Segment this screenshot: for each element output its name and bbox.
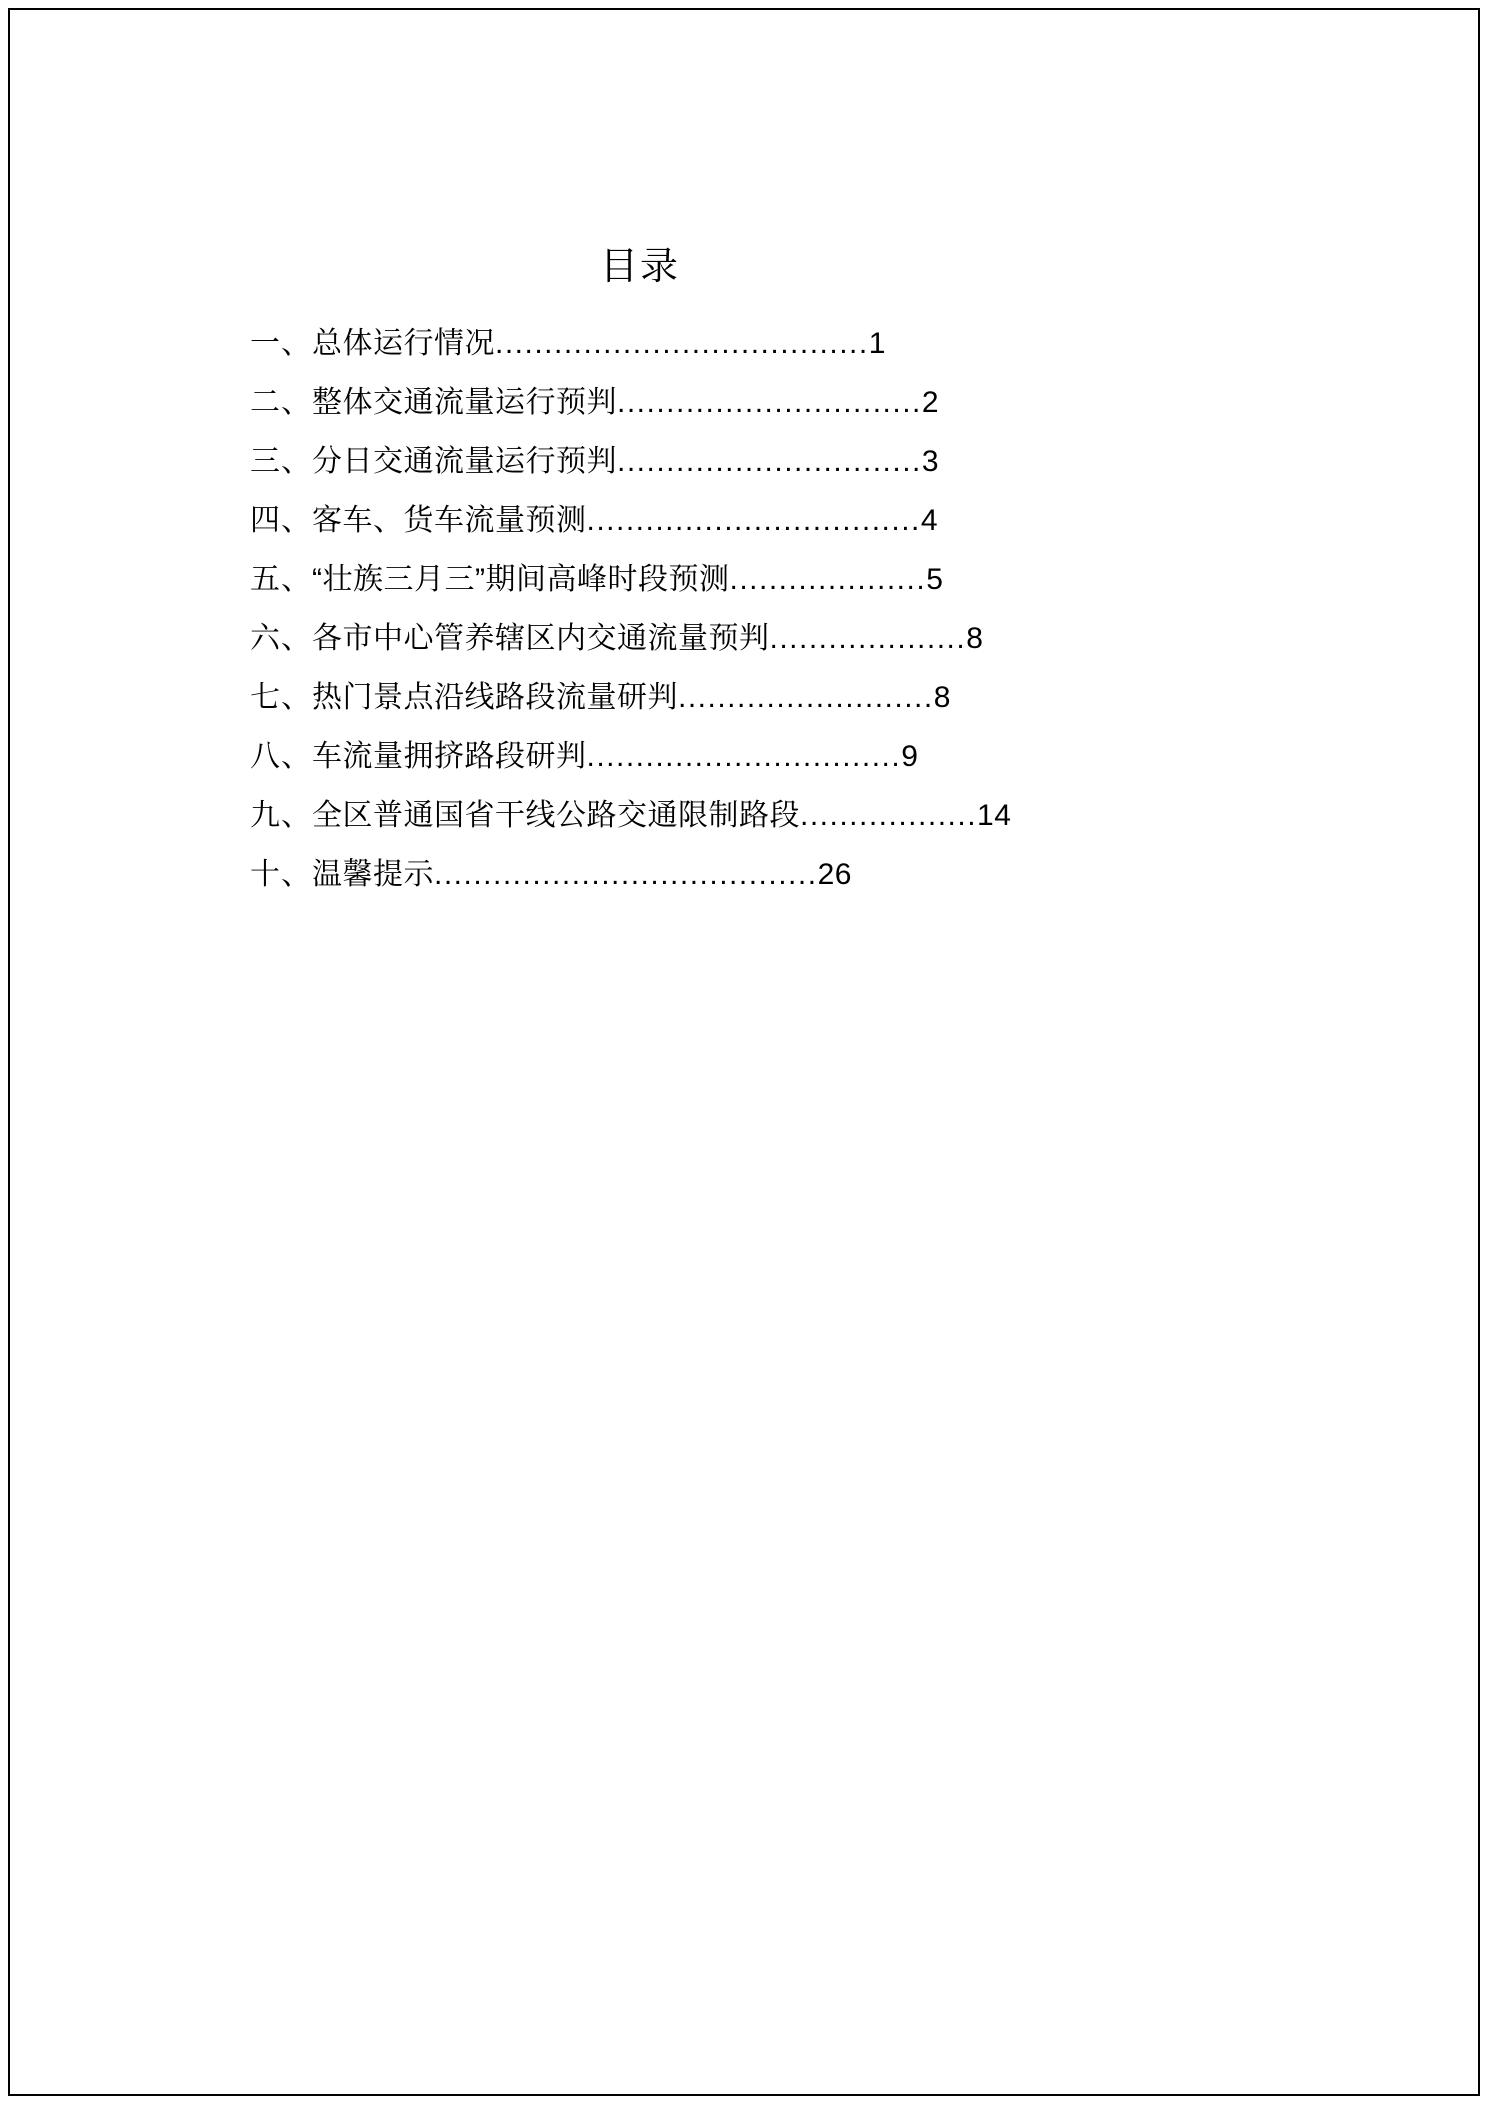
toc-entry-page: 8 xyxy=(933,680,951,714)
toc-entry-number: 十、 xyxy=(250,857,312,891)
toc-entry-leader: .................................. xyxy=(586,505,921,536)
toc-entry[interactable] xyxy=(250,857,1250,891)
toc-entry[interactable] xyxy=(250,562,1250,596)
toc-entry-label: “壮族三月三”期间高峰时段预测 xyxy=(312,562,730,596)
toc-entry-leader: .................. xyxy=(800,800,978,831)
toc-entry-leader: ...................................... xyxy=(495,328,869,359)
toc-entry-label: 各市中心管养辖区内交通流量预判 xyxy=(312,621,770,655)
toc-entry-page: 3 xyxy=(921,444,940,478)
toc-entry-label: 车流量拥挤路段研判 xyxy=(312,739,587,773)
toc-entry[interactable] xyxy=(250,326,1250,360)
toc-entry-page: 9 xyxy=(901,739,919,773)
toc-entry[interactable] xyxy=(250,680,1250,714)
toc-entry-page: 5 xyxy=(926,562,944,596)
toc-entry-page: 2 xyxy=(921,385,940,419)
toc-entry-label: 热门景点沿线路段流量研判 xyxy=(312,680,678,714)
toc-entry-leader: ................................ xyxy=(586,741,902,772)
toc-entry[interactable] xyxy=(250,798,1250,832)
toc-entry-leader: ............................... xyxy=(617,387,922,418)
toc-entry-number: 八、 xyxy=(250,739,312,773)
toc-entry-number: 一、 xyxy=(250,326,312,360)
toc-entry[interactable] xyxy=(250,621,1250,655)
toc-entry-page: 1 xyxy=(868,326,886,360)
toc-entry-leader: .................... xyxy=(769,623,967,654)
toc-entry[interactable] xyxy=(250,503,1250,537)
toc-entry-number: 四、 xyxy=(250,503,312,537)
toc-entry[interactable] xyxy=(250,444,1250,478)
toc-entry-number: 九、 xyxy=(250,798,312,832)
toc-entry-leader: ............................... xyxy=(617,446,922,477)
toc-entry-number: 七、 xyxy=(250,680,312,714)
toc-entry-number: 二、 xyxy=(250,385,312,419)
toc-entry-page: 4 xyxy=(920,503,939,537)
toc-entry-leader: ....................................... xyxy=(434,859,818,890)
toc-entry-number: 五、 xyxy=(250,562,312,596)
toc-entry[interactable] xyxy=(250,385,1250,419)
toc-entry-page: 26 xyxy=(817,857,852,891)
toc-entry-label: 总体运行情况 xyxy=(312,326,495,360)
toc-entry-label: 客车、货车流量预测 xyxy=(312,503,587,537)
toc-entry-leader: .................... xyxy=(729,564,927,595)
toc-entry-label: 整体交通流量运行预判 xyxy=(312,385,617,419)
page-title: 目录 xyxy=(599,246,680,288)
toc-entry-number: 六、 xyxy=(250,621,312,655)
toc-entry-page: 8 xyxy=(966,621,984,655)
toc-entry-leader: .......................... xyxy=(678,682,934,713)
toc-entry[interactable] xyxy=(250,739,1250,773)
toc-entry-label: 分日交通流量运行预判 xyxy=(312,444,617,478)
toc-entry-page: 14 xyxy=(977,798,1012,832)
toc-entry-label: 全区普通国省干线公路交通限制路段 xyxy=(312,798,800,832)
toc-entry-number: 三、 xyxy=(250,444,312,478)
toc-content xyxy=(250,245,1250,919)
toc-list xyxy=(250,326,1250,891)
toc-entry-label: 温馨提示 xyxy=(312,857,434,891)
